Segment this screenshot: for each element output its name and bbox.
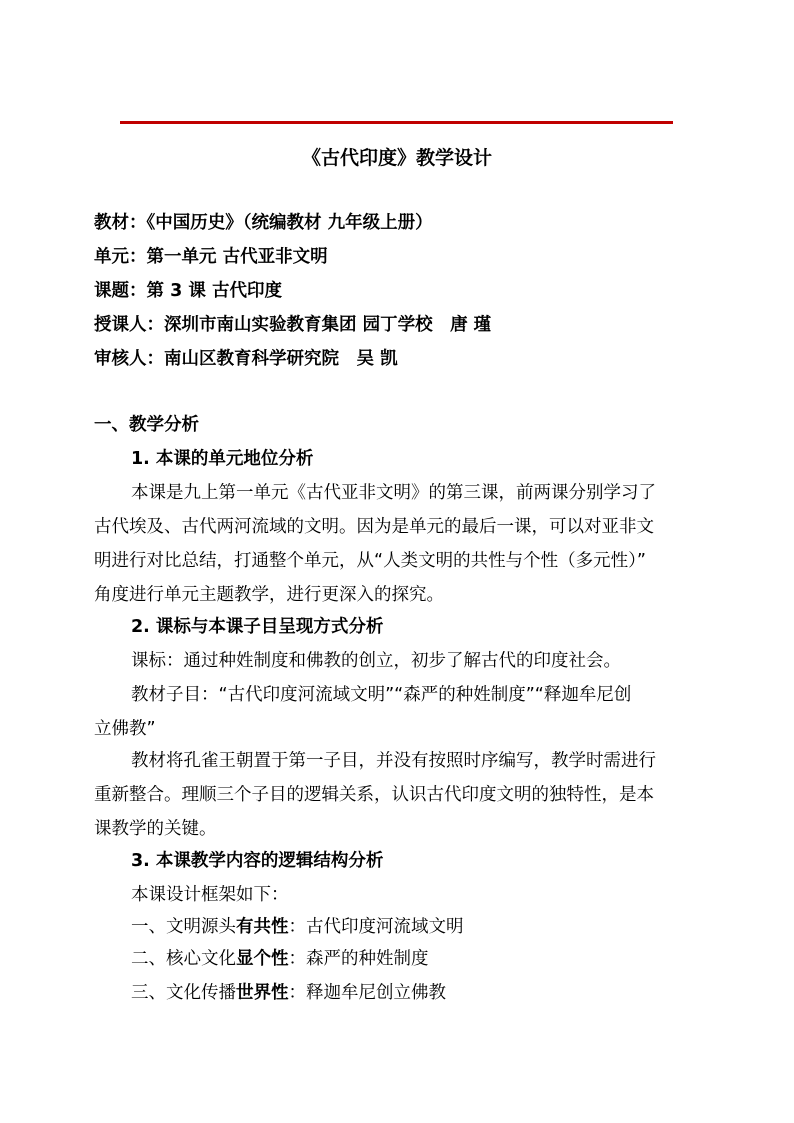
paragraph-line: 重新整合。理顺三个子目的逻辑关系，认识古代印度文明的独特性，是本 (94, 785, 654, 805)
paragraph-line: 角度进行单元主题教学，进行更深入的探究。 (94, 585, 444, 605)
framework-item (131, 946, 751, 972)
framework-item-keyword: 世界性 (236, 983, 289, 1003)
paragraph-line: 古代埃及、古代两河流域的文明。因为是单元的最后一课，可以对亚非文 (94, 517, 654, 537)
paragraph-line: 教材子目：“古代印度河流域文明”“森严的种姓制度”“释迦牟尼创 (131, 685, 632, 705)
framework-item (131, 980, 751, 1006)
meta-textbook: 教材：《中国历史》（统编教材 九年级上册） (94, 213, 433, 233)
meta-teacher: 授课人：深圳市南山实验教育集团 园丁学校 唐 瑾 (94, 315, 492, 335)
subsection-3-heading: 3. 本课教学内容的逻辑结构分析 (131, 851, 384, 871)
meta-reviewer: 审核人：南山区教育科学研究院 吴 凯 (94, 349, 398, 369)
framework-item-text: ：释迦牟尼创立佛教 (288, 983, 446, 1003)
meta-unit: 单元：第一单元 古代亚非文明 (94, 247, 328, 267)
paragraph-line: 课教学的关键。 (94, 819, 217, 839)
section-heading: 一、教学分析 (94, 415, 199, 435)
page-title: 《古代印度》教学设计 (301, 147, 492, 169)
paragraph-line: 教材将孔雀王朝置于第一子目，并没有按照时序编写，教学时需进行 (131, 751, 656, 771)
meta-lesson: 课题：第 3 课 古代印度 (94, 281, 282, 301)
framework-item-keyword: 有共性 (236, 917, 289, 937)
framework-item-text: ：古代印度河流域文明 (288, 917, 464, 937)
subsection-1-heading: 1. 本课的单元地位分析 (131, 449, 314, 469)
framework-intro: 本课设计框架如下： (131, 885, 289, 905)
header-rule (120, 121, 673, 124)
framework-item-prefix: 一、文明源头 (131, 917, 236, 937)
paragraph-line: 本课是九上第一单元《古代亚非文明》的第三课，前两课分别学习了 (131, 483, 656, 503)
paragraph-line: 立佛教” (94, 719, 156, 739)
framework-item-keyword: 显个性 (236, 949, 289, 969)
subsection-2-heading: 2. 课标与本课子目呈现方式分析 (131, 617, 384, 637)
paragraph-line: 明进行对比总结，打通整个单元，从“人类文明的共性与个性（多元性）” (94, 551, 646, 571)
framework-item-prefix: 三、文化传播 (131, 983, 236, 1003)
curriculum-standard: 课标：通过种姓制度和佛教的创立，初步了解古代的印度社会。 (131, 651, 621, 671)
framework-item-text: ：森严的种姓制度 (288, 949, 429, 969)
framework-item (131, 914, 751, 940)
framework-item-prefix: 二、核心文化 (131, 949, 236, 969)
